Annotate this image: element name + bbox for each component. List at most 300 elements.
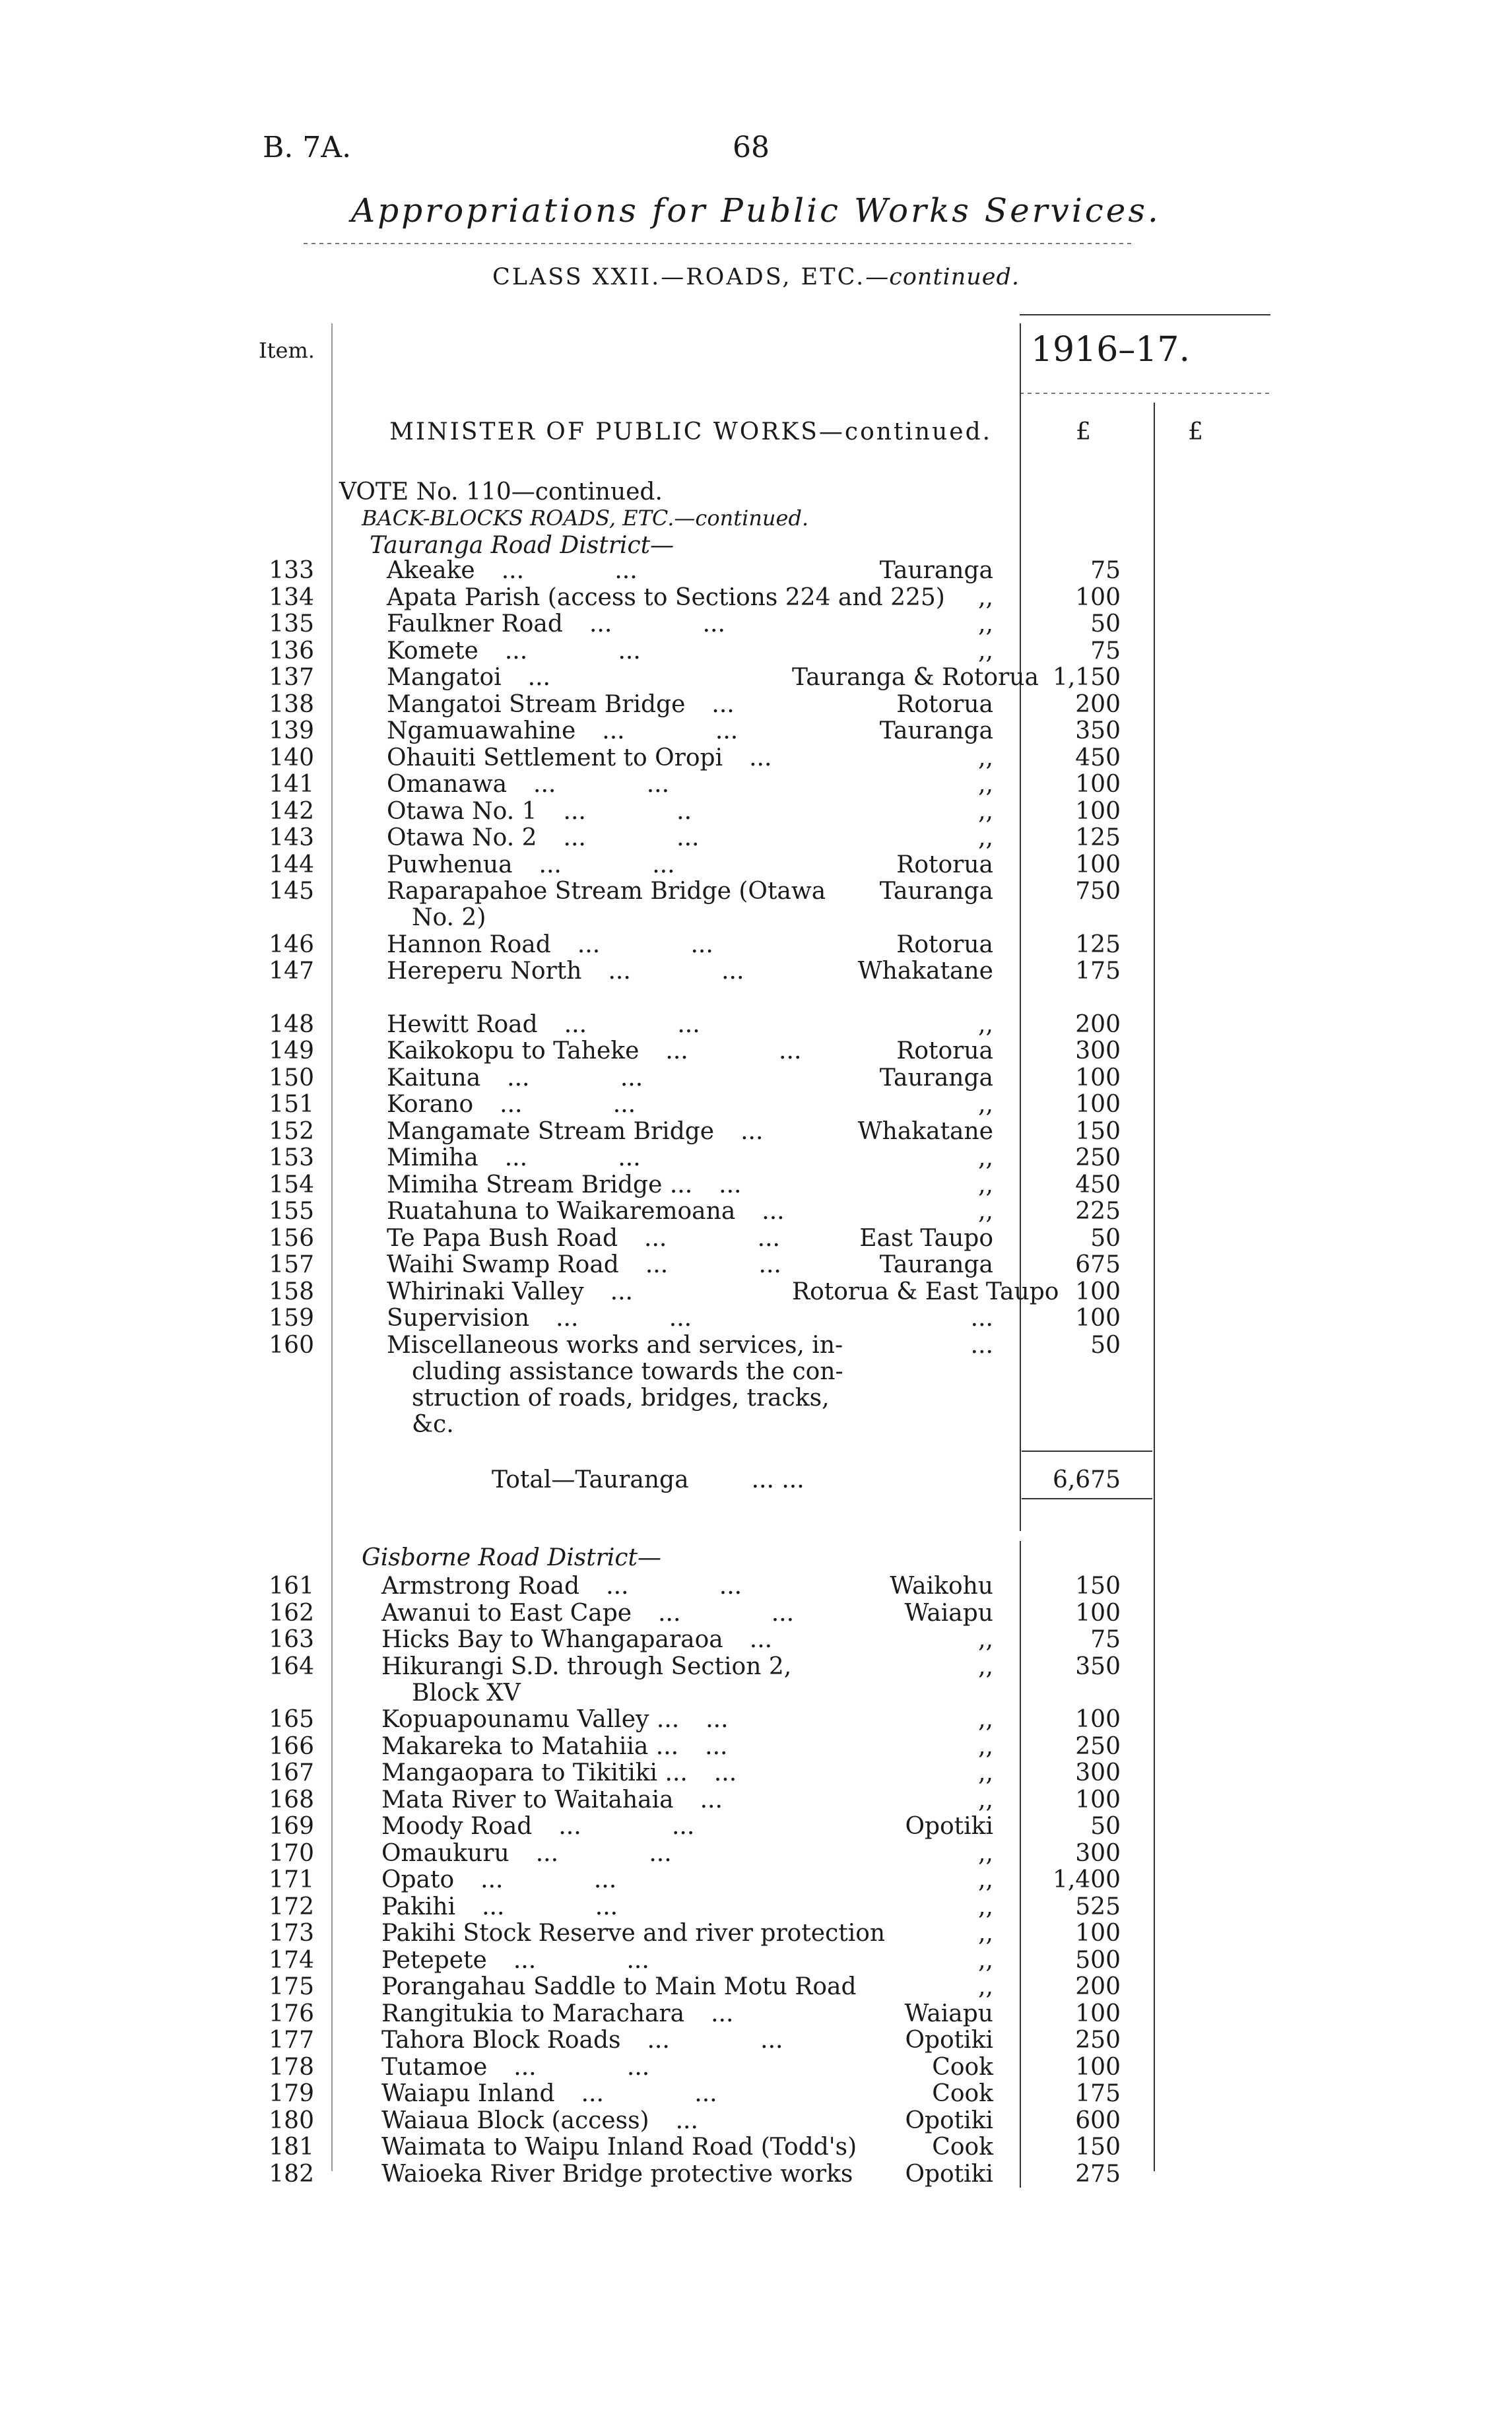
item-number: 164 (269, 1652, 314, 1680)
item-name (387, 719, 738, 744)
amount: 300 (1075, 1759, 1121, 1786)
item-number: 136 (269, 637, 314, 665)
district: ,, (978, 1091, 993, 1118)
table-row (0, 1707, 1512, 1732)
district: Whakatane (857, 958, 993, 985)
item-number: 140 (269, 744, 314, 771)
item-name (381, 2055, 649, 2080)
item-name (387, 1226, 780, 1251)
item-name-text: Petepete (381, 1946, 487, 1974)
table-row (0, 2028, 1512, 2053)
item-name (381, 2135, 857, 2160)
district: ... (970, 1305, 993, 1332)
amount: 100 (1075, 797, 1121, 825)
table-row (0, 1788, 1512, 1813)
item-name (387, 1173, 742, 1198)
amount: 200 (1075, 1973, 1121, 2000)
table-row (0, 1092, 1512, 1117)
leader-dots: ... (527, 664, 551, 691)
item-name-text: Ruatahuna to Waikaremoana (387, 1198, 736, 1225)
leader-dots: ... .. (563, 797, 692, 825)
item-name (387, 1039, 801, 1064)
leader-dots: ... (749, 744, 772, 771)
amount: 125 (1075, 824, 1121, 851)
amount: 100 (1075, 1278, 1121, 1305)
item-number: 154 (269, 1171, 314, 1198)
leader-dots: ... ... (513, 2053, 650, 2081)
item-number: 180 (269, 2106, 314, 2134)
district: Rotorua (896, 1037, 993, 1064)
item-name-text: Hannon Road (387, 930, 551, 958)
item-name (381, 2081, 717, 2106)
item-name-text: Opato (381, 1866, 455, 1893)
amount: 100 (1075, 583, 1121, 611)
leader-dots: ... (740, 1117, 764, 1145)
leader-dots: ... ... (589, 610, 725, 637)
amount: 250 (1075, 2027, 1121, 2054)
item-name (381, 1574, 742, 1599)
item-name (387, 1333, 843, 1358)
item-name (387, 1012, 700, 1037)
district: Rotorua (896, 930, 993, 958)
item-name-text: Hewitt Road (387, 1010, 538, 1038)
district: ,, (978, 1144, 993, 1171)
item-number: 146 (269, 930, 314, 958)
rule (1020, 393, 1270, 394)
table-row (0, 1039, 1512, 1064)
item-number: 155 (269, 1198, 314, 1225)
table-row (0, 1627, 1512, 1652)
item-name (381, 2002, 733, 2027)
leader-dots: ... ... (645, 1251, 781, 1278)
leader-dots: ... ... (581, 2080, 717, 2107)
class-heading-cont: —continued. (865, 264, 1020, 290)
leader-dots: ... ... (533, 771, 670, 798)
leader-dots: ... ... (507, 1064, 643, 1092)
item-number: 165 (269, 1706, 314, 1733)
item-name (381, 1895, 618, 1920)
page-title: Appropriations for Public Works Services. (351, 191, 1161, 230)
item-name-text: Omaukuru (381, 1839, 509, 1867)
district: ,, (978, 1866, 993, 1893)
item-name (387, 826, 699, 851)
table-row (0, 665, 1512, 690)
item-name (387, 1253, 781, 1278)
district: Tauranga (879, 1251, 993, 1278)
amount: 100 (1075, 1920, 1121, 1947)
district: Waikohu (890, 1573, 993, 1600)
item-number: 150 (269, 1064, 314, 1092)
item-name (381, 1627, 772, 1652)
leader-dots: ... ... (647, 2027, 783, 2054)
district: ,, (978, 744, 993, 771)
gisborne-heading: Gisborne Road District— (362, 1544, 662, 1571)
amount: 1,150 (1052, 664, 1121, 691)
total-amount: 6,675 (1052, 1466, 1121, 1493)
amount: 100 (1075, 2053, 1121, 2081)
table-row (0, 1306, 1512, 1331)
item-number: 153 (269, 1144, 314, 1171)
amount: 125 (1075, 930, 1121, 958)
item-name-text: Mimiha (387, 1144, 478, 1171)
leader-dots: ... ... (608, 958, 744, 985)
item-number: 176 (269, 2000, 314, 2027)
district: ,, (978, 771, 993, 798)
district: Rotorua (896, 851, 993, 878)
table-row (0, 959, 1512, 984)
leader-dots: ... (705, 1732, 728, 1760)
table-row (0, 2135, 1512, 2160)
table-row (0, 1331, 1512, 1438)
amount: 150 (1075, 2134, 1121, 2161)
item-name-continued: Block XV (412, 1679, 521, 1707)
district: ,, (978, 1171, 993, 1198)
table-row (0, 2108, 1512, 2134)
amount: 50 (1090, 610, 1121, 637)
leader-dots: ... ... (501, 557, 638, 584)
table-row (0, 2081, 1512, 2106)
item-name (387, 1306, 692, 1331)
district: ,, (978, 1652, 993, 1680)
leader-dots: ... ... (535, 1839, 672, 1867)
table-row (0, 1199, 1512, 1224)
district: ,, (978, 824, 993, 851)
leader-dots: ... (762, 1198, 785, 1225)
amount: 300 (1075, 1839, 1121, 1867)
leader-dots: ... ... (563, 824, 700, 851)
table-row (0, 1868, 1512, 1893)
leader-dots: ... (713, 1759, 737, 1786)
item-number: 144 (269, 851, 314, 878)
item-name (381, 2162, 853, 2187)
district: ... (970, 1331, 993, 1359)
currency-column-2: £ (1188, 418, 1203, 445)
table-row (0, 1734, 1512, 1759)
item-name-text: Waihi Swamp Road (387, 1251, 619, 1278)
amount: 50 (1090, 1224, 1121, 1252)
item-number: 172 (269, 1893, 314, 1920)
leader-dots: ... ... (564, 1010, 700, 1038)
leader-dots: ... ... (480, 1866, 617, 1893)
item-name (387, 879, 826, 904)
district: ,, (978, 1973, 993, 2000)
item-name-text: Waiaua Block (access) (381, 2106, 649, 2134)
leader-dots: ... ... (665, 1037, 802, 1064)
amount: 1,400 (1052, 1866, 1121, 1893)
district: Rotorua (896, 690, 993, 718)
leader-dots: ... ... (513, 1946, 649, 1974)
item-name-text: Pakihi Stock Reserve and river protection (381, 1920, 886, 1947)
item-name (381, 1654, 791, 1680)
table-row (0, 1948, 1512, 1973)
item-number: 182 (269, 2160, 314, 2188)
currency-column-1: £ (1076, 418, 1091, 445)
item-number: 181 (269, 2134, 314, 2161)
item-number: 151 (269, 1091, 314, 1118)
leader-dots: ... (749, 1626, 773, 1653)
item-name (387, 1066, 643, 1091)
item-name (381, 1948, 649, 1973)
district: ,, (978, 610, 993, 637)
item-name-text: Kaikokopu to Taheke (387, 1037, 640, 1064)
item-number: 179 (269, 2080, 314, 2107)
item-name-text: Hicks Bay to Whangaparaoa (381, 1626, 723, 1653)
district: ,, (978, 1839, 993, 1867)
district: ,, (978, 1198, 993, 1225)
district: ,, (978, 1010, 993, 1038)
item-number: 173 (269, 1920, 314, 1947)
table-row (0, 719, 1512, 744)
item-number: 142 (269, 797, 314, 825)
item-name-continued: cluding assistance towards the con- (412, 1357, 843, 1385)
item-name-text: Miscellaneous works and services, in- (387, 1331, 843, 1359)
total-rule-top (1022, 1451, 1152, 1452)
item-number: 139 (269, 717, 314, 744)
amount: 100 (1075, 1064, 1121, 1092)
district: Opotiki (905, 2160, 993, 2188)
leader-dots: ... ... (577, 930, 713, 958)
district: ,, (978, 797, 993, 825)
item-name-text: Apata Parish (access to Sections 224 and 225) (387, 583, 945, 611)
item-number: 135 (269, 610, 314, 637)
item-name (381, 1761, 737, 1786)
item-name (381, 2028, 783, 2053)
item-name-text: Mangaopara to Tikitiki ... (381, 1759, 688, 1786)
leader-dots: ... ... (504, 637, 641, 665)
item-number: 148 (269, 1010, 314, 1038)
amount: 200 (1075, 690, 1121, 718)
item-name-text: Otawa No. 2 (387, 824, 537, 851)
item-number: 167 (269, 1759, 314, 1786)
table-row (0, 2002, 1512, 2027)
district: ,, (978, 637, 993, 665)
leader-dots: ... (719, 1171, 742, 1198)
amount: 350 (1075, 717, 1121, 744)
item-name-text: Tahora Block Roads (381, 2027, 621, 2054)
amount: 100 (1075, 771, 1121, 798)
tauranga-heading: Tauranga Road District— (370, 532, 674, 559)
amount: 100 (1075, 2000, 1121, 2027)
subhead: BACK-BLOCKS ROADS, ETC.—continued. (362, 506, 809, 531)
table-row (0, 1066, 1512, 1091)
table-row (0, 826, 1512, 851)
item-name-continued: struction of roads, bridges, tracks, (412, 1384, 830, 1412)
district: Waiapu (904, 1599, 993, 1627)
item-name-text: Ngamuawahine (387, 717, 576, 744)
table-row (0, 692, 1512, 717)
amount: 150 (1075, 1117, 1121, 1145)
leader-dots: ... ... (500, 1091, 636, 1118)
item-name (381, 1841, 672, 1866)
item-name (387, 959, 744, 984)
leader-dots: ... ... (539, 851, 675, 878)
amount: 225 (1075, 1198, 1121, 1225)
district: Tauranga (879, 557, 993, 584)
item-number: 158 (269, 1278, 314, 1305)
vote-heading: VOTE No. 110—continued. (339, 478, 663, 506)
leader-dots: ... ... (606, 1573, 742, 1600)
item-number: 157 (269, 1251, 314, 1278)
item-number: 177 (269, 2027, 314, 2054)
table-row (0, 878, 1512, 931)
item-number: 147 (269, 958, 314, 985)
district: Cook (932, 2080, 993, 2107)
table-row (0, 932, 1512, 958)
item-number: 169 (269, 1813, 314, 1840)
item-name (387, 1119, 763, 1144)
district: Cook (932, 2134, 993, 2161)
item-name-text: Kopuapounamu Valley ... (381, 1706, 680, 1733)
leader-dots: ... (706, 1706, 729, 1733)
item-number: 178 (269, 2053, 314, 2081)
item-name-text: Ohauiti Settlement to Oropi (387, 744, 723, 771)
item-name (381, 1601, 794, 1626)
district: ,, (978, 583, 993, 611)
item-name-text: Mata River to Waitahaia (381, 1786, 674, 1813)
leader-dots: ... ... (556, 1305, 692, 1332)
leader-dots: ... (675, 2106, 698, 2134)
item-name-text: Omanawa (387, 771, 508, 798)
amount: 250 (1075, 1732, 1121, 1760)
amount: 100 (1075, 1305, 1121, 1332)
item-name-text: Armstrong Road (381, 1573, 580, 1600)
district: ,, (978, 1706, 993, 1733)
table-row (0, 2162, 1512, 2187)
amount: 50 (1090, 1813, 1121, 1840)
column-item-header: Item. (259, 338, 315, 363)
table-row (0, 585, 1512, 610)
item-number: 134 (269, 583, 314, 611)
district: Tauranga & Rotorua (792, 664, 1039, 691)
table-row (0, 1841, 1512, 1866)
item-name (381, 1734, 727, 1759)
item-name-text: Komete (387, 637, 478, 665)
item-name-text: Waioeka River Bridge protective works (381, 2160, 853, 2188)
item-name (387, 772, 669, 797)
amount: 600 (1075, 2106, 1121, 2134)
district: ,, (978, 1893, 993, 1920)
item-name-text: Whirinaki Valley (387, 1278, 584, 1305)
table-row (0, 1280, 1512, 1305)
leader-dots: ... (700, 1786, 723, 1813)
item-number: 137 (269, 664, 314, 691)
table-row (0, 1119, 1512, 1144)
item-name-text: Mangatoi (387, 664, 502, 691)
item-name (387, 1146, 641, 1171)
item-name (387, 932, 713, 958)
amount: 500 (1075, 1946, 1121, 1974)
ministry-heading: MINISTER OF PUBLIC WORKS—continued. (389, 418, 993, 445)
amount: 50 (1090, 1331, 1121, 1359)
leader-dots: ... ... (644, 1224, 780, 1252)
item-name (387, 692, 735, 717)
page-number: 68 (733, 131, 770, 164)
item-number: 170 (269, 1839, 314, 1867)
item-name-text: Puwhenua (387, 851, 513, 878)
amount: 175 (1075, 2080, 1121, 2107)
item-name (387, 1280, 633, 1305)
table-row (0, 1253, 1512, 1278)
amount: 750 (1075, 878, 1121, 905)
item-name-text: Raparapahoe Stream Bridge (Otawa (387, 878, 826, 905)
district: ,, (978, 1920, 993, 1947)
district: ,, (978, 1732, 993, 1760)
district: ,, (978, 1786, 993, 1813)
amount: 100 (1075, 1706, 1121, 1733)
item-number: 175 (269, 1973, 314, 2000)
table-row (0, 1895, 1512, 1920)
amount: 200 (1075, 1010, 1121, 1038)
item-name (387, 799, 692, 824)
item-name-text: Porangahau Saddle to Main Motu Road (381, 1973, 857, 2000)
item-number: 162 (269, 1599, 314, 1627)
table-row (0, 1226, 1512, 1251)
item-name-continued: &c. (412, 1410, 454, 1438)
total-rule-bottom (1022, 1498, 1152, 1499)
item-name-text: Waiapu Inland (381, 2080, 555, 2107)
leader-dots: ... (711, 690, 735, 718)
leader-dots: ... (610, 1278, 634, 1305)
district: ,, (978, 1946, 993, 1974)
table-row (0, 558, 1512, 583)
item-number: 143 (269, 824, 314, 851)
item-number: 159 (269, 1305, 314, 1332)
table-row (0, 639, 1512, 664)
item-number: 163 (269, 1626, 314, 1653)
table-row (0, 1652, 1512, 1707)
table-row (0, 1814, 1512, 1839)
item-name-text: Korano (387, 1091, 474, 1118)
item-number: 160 (269, 1331, 314, 1359)
item-name (381, 1707, 729, 1732)
item-name (387, 612, 725, 637)
rule (1020, 314, 1270, 315)
item-name (381, 1814, 694, 1839)
district: Cook (932, 2053, 993, 2081)
item-name (381, 1788, 723, 1813)
district: Opotiki (905, 1813, 993, 1840)
table-row (0, 1975, 1512, 2000)
table-row (0, 853, 1512, 878)
district: Tauranga (879, 717, 993, 744)
table-row (0, 612, 1512, 637)
item-name-text: Mangatoi Stream Bridge (387, 690, 686, 718)
item-name (387, 1092, 636, 1117)
item-name-continued: No. 2) (412, 904, 486, 931)
item-name-text: Te Papa Bush Road (387, 1224, 618, 1252)
item-name-text: Awanui to East Cape (381, 1599, 632, 1627)
item-number: 149 (269, 1037, 314, 1064)
item-number: 156 (269, 1224, 314, 1252)
item-name (381, 2108, 698, 2134)
item-name (387, 746, 772, 771)
district: Tauranga (879, 1064, 993, 1092)
amount: 175 (1075, 958, 1121, 985)
item-name (387, 1199, 785, 1224)
item-name (387, 639, 641, 664)
item-name-text: Mangamate Stream Bridge (387, 1117, 715, 1145)
amount: 150 (1075, 1573, 1121, 1600)
amount: 100 (1075, 1091, 1121, 1118)
amount: 300 (1075, 1037, 1121, 1064)
item-number: 166 (269, 1732, 314, 1760)
table-row (0, 746, 1512, 771)
leader-dots: ... ... (504, 1144, 641, 1171)
leader-dots: ... ... (602, 717, 739, 744)
amount: 100 (1075, 1786, 1121, 1813)
item-number: 171 (269, 1866, 314, 1893)
total-label-text: Total—Tauranga (492, 1466, 689, 1493)
